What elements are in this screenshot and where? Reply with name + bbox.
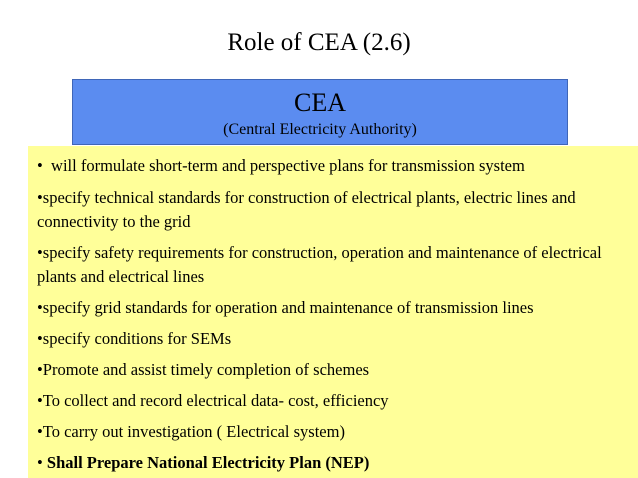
bullet-marker: •	[37, 156, 43, 175]
bullet-marker: •	[37, 360, 43, 379]
bullet-item	[37, 327, 632, 351]
bullet-marker: •	[37, 243, 43, 262]
bullet-text: specify grid standards for operation and maintenance of transmission lines	[42, 298, 534, 317]
cea-header-box	[72, 79, 568, 145]
bullet-marker: •	[37, 329, 43, 348]
bullet-marker: •	[37, 391, 43, 410]
bullet-item	[37, 420, 632, 444]
bullet-text: specify safety requirements for construction, operation and maintenance of electrical plants and electrical lines	[37, 243, 602, 286]
bullet-item	[37, 296, 632, 320]
bullet-item	[37, 186, 632, 234]
bullet-item	[37, 451, 632, 475]
bullet-item	[37, 358, 632, 382]
bullet-marker: •	[37, 298, 43, 317]
bullet-text: specify conditions for SEMs	[42, 329, 232, 348]
bullet-item	[37, 389, 632, 413]
slide-title: Role of CEA (2.6)	[227, 29, 411, 56]
cea-box-subtitle: (Central Electricity Authority)	[223, 121, 417, 138]
bullet-text: specify technical standards for construction of electrical plants, electric lines and connectivity to the grid	[37, 188, 576, 231]
bullet-text-bold: Shall Prepare National Electricity Plan (NEP)	[46, 453, 370, 472]
bullet-marker: •	[37, 422, 43, 441]
bullet-marker: •	[37, 188, 43, 207]
bullet-text: To collect and record electrical data- cost, efficiency	[42, 391, 389, 410]
bullet-panel	[28, 146, 638, 478]
cea-box-title: CEA	[294, 88, 346, 117]
bullet-marker: •	[37, 453, 43, 472]
bullet-text: To carry out investigation ( Electrical system)	[42, 422, 345, 441]
bullet-text: Promote and assist timely completion of schemes	[42, 360, 370, 379]
bullet-item	[37, 154, 632, 178]
bullet-item	[37, 241, 632, 289]
bullet-text: will formulate short-term and perspective plans for transmission system	[51, 156, 525, 175]
